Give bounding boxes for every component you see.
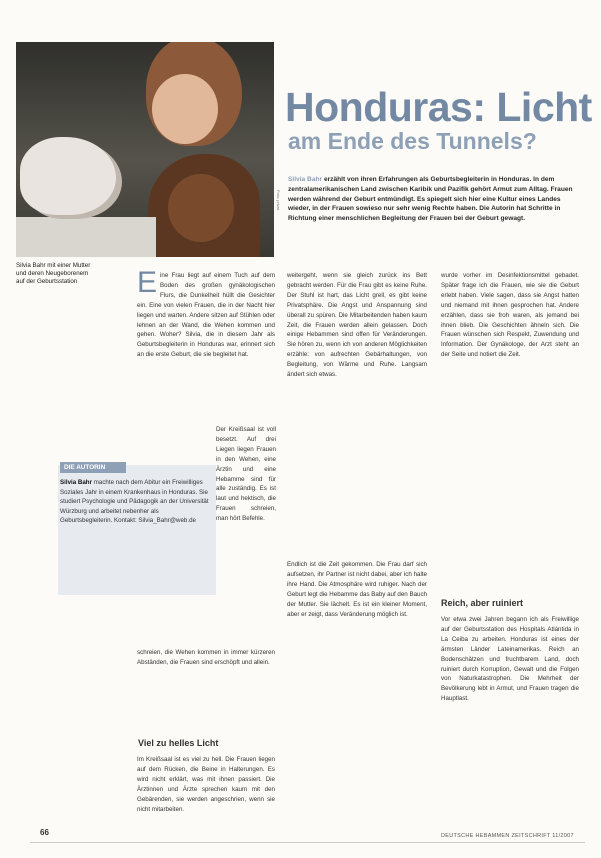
column-2-lower-text: Endlich ist die Zeit gekommen. Die Frau darf sich aufsetzen, ihr Partner ist nicht dabei, aber ich halte ihre Hand. Die Atmosphäre wird ruhiger. Nach der Geburt legt die Hebamme das Baby auf den Bauch der Mutter. Sie lächelt. Es ist ein kleiner Moment, aber er zeigt, dass Veränderung möglich ist. (287, 561, 427, 618)
photo-sheet (16, 217, 156, 257)
column-3 (441, 271, 579, 360)
photo-credit: Foto: privat (276, 190, 281, 211)
article-photo (16, 42, 274, 257)
column-1-after-sub (137, 755, 275, 814)
photo-woman-face (152, 74, 218, 144)
column-1-narrow-text: Der Kreißsaal ist voll besetzt. Auf drei Liegen liegen Frauen in den Wehen, eine Ärztin und eine Hebamme sind für alle zuständig. Es ist laut und hektisch, die Frauen schreien, man hört Befehle. (216, 426, 276, 523)
subheadline: am Ende des Tunnels? (288, 128, 537, 154)
column-3-after-sub-text: Vor etwa zwei Jahren begann ich als Freiwillige auf der Geburtsstation des Hospitals Atlántida in La Ceiba zu arbeiten. Honduras ist eines der ärmsten Länder Lateinamerikas. Reich an Bodenschätzen und fruchtbarem Land, doch ruiniert durch Korruption, Gewalt und die Folgen von Naturkatastrophen. Die Mehrheit der Bevölkerung lebt in Armut, und Frauen tragen die Hauptlast. (441, 616, 579, 703)
author-box-name: Silvia Bahr (60, 479, 92, 486)
page-number: 66 (40, 828, 49, 837)
column-1-bottom (137, 648, 275, 668)
lead-text: erzählt von ihren Erfahrungen als Geburtsbegleiterin in Honduras. In dem zentralamerikanischen Land zwischen Karibik und Pazifik gehört Armut zum Alltag. Frauen werden während der Geburt entmündigt. Es spiegelt sich hier eine Kultur eines Landes wieder, in der Frauen sowieso nur sehr wenig Rechte haben. Die Autorin hat Schritte in Richtung einer menschlichen Begleitung der Frauen bei der Geburt gewagt. (288, 176, 573, 223)
column-1-after-sub-text: Im Kreißsaal ist es viel zu hell. Die Frauen liegen auf dem Rücken, die Beine in Halterungen. Es wird nicht erklärt, was mit ihnen passiert. Die Ärztinnen und Ärzte sprechen kaum mit den Gebärenden, sie werden angeschrien, wenn sie nicht mitarbeiten. (137, 756, 275, 813)
author-box-body: machte nach dem Abitur ein Freiwilliges Soziales Jahr in einem Krankenhaus in Honduras. Sie studiert Psychologie und Pädagogik an der Universität Würzburg und arbeitet nebenher als Geburtsbegleiterin. Kontakt: Silvia_Bahr@web.de (60, 479, 209, 525)
photo-caption: Silvia Bahr mit einer Mutter und deren Neugeborenem auf der Geburtsstation (16, 262, 91, 285)
footer-publication: DEUTSCHE HEBAMMEN ZEITSCHRIFT 11/2007 (441, 833, 574, 839)
author-box-text (60, 478, 212, 526)
subheading-1: Viel zu helles Licht (138, 738, 219, 748)
column-2 (287, 271, 427, 380)
column-1-text: ine Frau liegt auf einem Tuch auf dem Boden des großen gynäkologischen Flurs, die Dunkelheit hüllt die Gesichter ein. Eine von vielen Frauen, die in der Nacht hier liegen und warten. Andere sitzen auf Stühlen oder lehnen an der Wand, die Wehen kommen und gehen. Woher? Silvia, die in diesem Jahr als Geburtsbegleiterin in Honduras war, erinnert sich an die erste Geburt, die sie begleitet hat. (137, 272, 275, 359)
column-3-text: wurde vorher im Desinfektionsmittel gebadet. Später frage ich die Frauen, wie sie die Geburt erlebt haben. Viele sagen, dass sie Angst hatten und niemand mit ihnen gesprochen hat. Andere erzählen, dass sie froh waren, als jemand bei ihnen blieb. Die Geschichten ähneln sich. Die Frauen wünschen sich Respekt, Zuwendung und Information. Der Gynäkologe, der Arzt steht an der Seite und notiert die Zeit. (441, 272, 579, 359)
column-2-lower (287, 560, 427, 619)
author-box-label: DIE AUTORIN (60, 462, 126, 473)
photo-baby (20, 137, 116, 215)
subheading-2: Reich, aber ruiniert (441, 598, 524, 608)
column-1-bottom-text: schreien, die Wehen kommen in immer kürzeren Abständen, die Frauen sind erschöpft und allein. (137, 649, 275, 666)
column-1-intro (137, 266, 275, 360)
column-3-after-sub (441, 615, 579, 704)
footer-rule (30, 842, 585, 843)
dropcap: E (137, 266, 158, 299)
column-1-narrow (216, 425, 276, 524)
column-2-text: weitergeht, wenn sie gleich zurück ins Bett gebracht werden. Für die Frau gibt es keine Ruhe. Der Stuhl ist hart, das Licht grell, es gibt keine Privatsphäre. Die Angst und Anspannung sind überall zu spüren. Die Mitarbeitenden haben kaum Zeit, die Frauen werden allein gelassen. Doch einige Hebammen sind offen für Veränderungen. Sie hören zu, wenn ich von anderen Möglichkeiten erzähle: von aufrechten Gebärhaltungen, von Begleitung, von Wärme und Ruhe. Langsam ändert sich etwas. (287, 272, 427, 379)
photo-mother-face (168, 174, 234, 242)
lead-author-name: Silvia Bahr (288, 176, 323, 183)
headline: Honduras: Licht (285, 84, 592, 130)
lead-paragraph (288, 175, 573, 224)
